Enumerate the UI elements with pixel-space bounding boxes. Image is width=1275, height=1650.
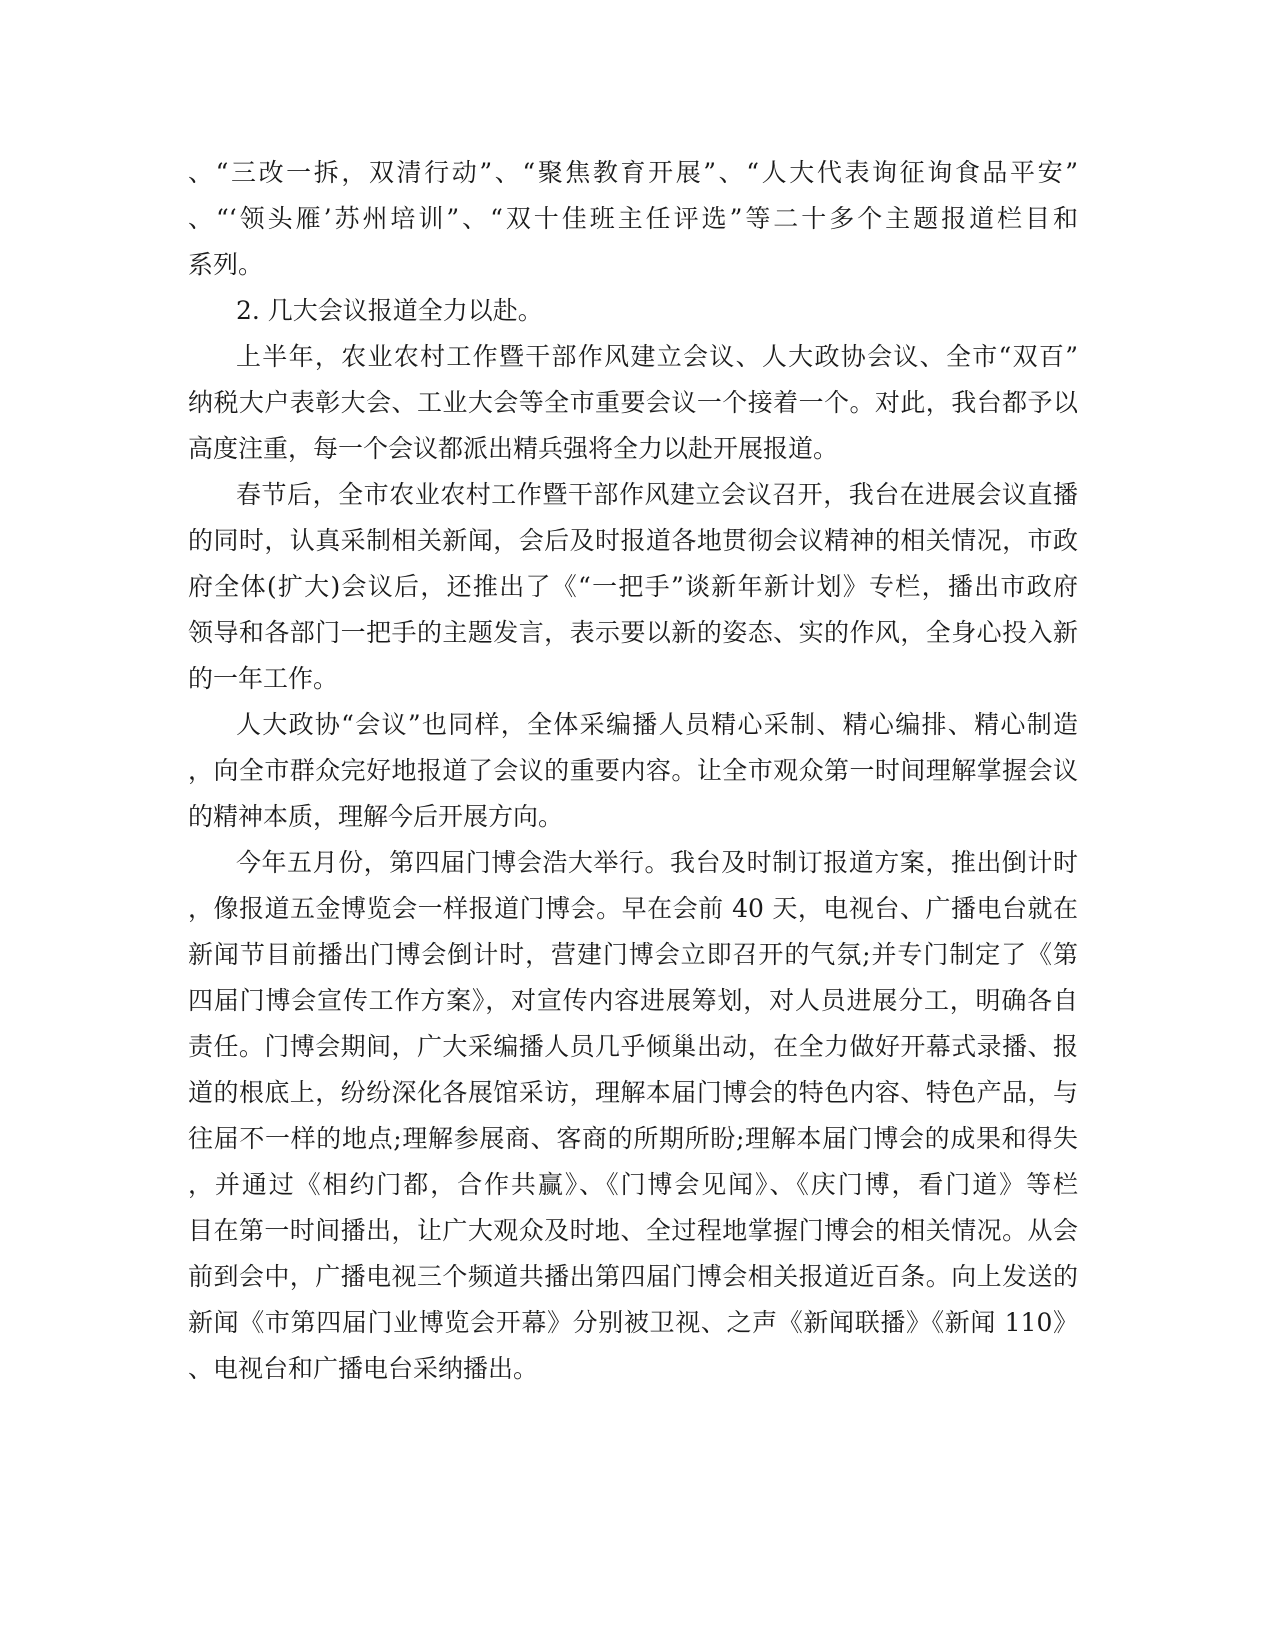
text-line: 往届不一样的地点;理解参展商、客商的所期所盼;理解本届门博会的成果和得失 [188, 1124, 1078, 1153]
text-line: 系列。 [188, 250, 264, 279]
paragraph-p3 [188, 334, 1078, 472]
text-line: 领导和各部门一把手的主题发言，表示要以新的姿态、实的作风，全身心投入新 [188, 618, 1078, 647]
text-line: ，向全市群众完好地报道了会议的重要内容。让全市观众第一时间理解掌握会议 [188, 756, 1078, 785]
paragraph-p5 [188, 702, 1078, 840]
text-line: 新闻节目前播出门博会倒计时，营建门博会立即召开的气氛;并专门制定了《第 [188, 940, 1078, 969]
text-line: 责任。门博会期间，广大采编播人员几乎倾巢出动，在全力做好开幕式录播、报 [188, 1032, 1078, 1061]
body-text [188, 150, 1078, 1392]
text-line: 的同时，认真采制相关新闻，会后及时报道各地贯彻会议精神的相关情况，市政 [188, 526, 1078, 555]
paragraph-p1 [188, 150, 1078, 288]
paragraph-p4 [188, 472, 1078, 702]
text-line: 新闻《市第四届门业博览会开幕》分别被卫视、之声《新闻联播》《新闻 110》 [188, 1308, 1078, 1337]
paragraph-p2 [188, 288, 1078, 334]
text-line: ，并通过《相约门都，合作共赢》、《门博会见闻》、《庆门博，看门道》等栏 [188, 1170, 1078, 1199]
text-line: 、电视台和广播电台采纳播出。 [188, 1354, 539, 1383]
text-line: 的精神本质，理解今后开展方向。 [188, 802, 564, 831]
text-line: 高度注重，每一个会议都派出精兵强将全力以赴开展报道。 [188, 434, 839, 463]
text-line: 春节后，全市农业农村工作暨干部作风建立会议召开，我台在进展会议直播 [236, 480, 1078, 509]
text-line: 四届门博会宣传工作方案》，对宣传内容进展筹划，对人员进展分工，明确各自 [188, 986, 1078, 1015]
text-line: 前到会中，广播电视三个频道共播出第四届门博会相关报道近百条。向上发送的 [188, 1262, 1078, 1291]
paragraph-p6 [188, 840, 1078, 1392]
text-line: 的一年工作。 [188, 664, 339, 693]
text-line: 府全体(扩大)会议后，还推出了《“一把手”谈新年新计划》专栏，播出市政府 [188, 572, 1078, 601]
text-line: ，像报道五金博览会一样报道门博会。早在会前 40 天，电视台、广播电台就在 [188, 894, 1078, 923]
text-line: 今年五月份，第四届门博会浩大举行。我台及时制订报道方案，推出倒计时 [236, 848, 1078, 877]
text-line: 目在第一时间播出，让广大观众及时地、全过程地掌握门博会的相关情况。从会 [188, 1216, 1078, 1245]
text-line: 道的根底上，纷纷深化各展馆采访，理解本届门博会的特色内容、特色产品，与 [188, 1078, 1078, 1107]
text-line: 2. 几大会议报道全力以赴。 [236, 296, 543, 325]
text-line: 人大政协“会议”也同样，全体采编播人员精心采制、精心编排、精心制造 [236, 710, 1078, 739]
text-line: 、“‘领头雁’苏州培训”、“双十佳班主任评选”等二十多个主题报道栏目和 [188, 204, 1078, 233]
text-line: 纳税大户表彰大会、工业大会等全市重要会议一个接着一个。对此，我台都予以 [188, 388, 1078, 417]
text-line: 、“三改一拆，双清行动”、“聚焦教育开展”、“人大代表询征询食品平安” [188, 158, 1078, 187]
text-line: 上半年，农业农村工作暨干部作风建立会议、人大政协会议、全市“双百” [236, 342, 1078, 371]
